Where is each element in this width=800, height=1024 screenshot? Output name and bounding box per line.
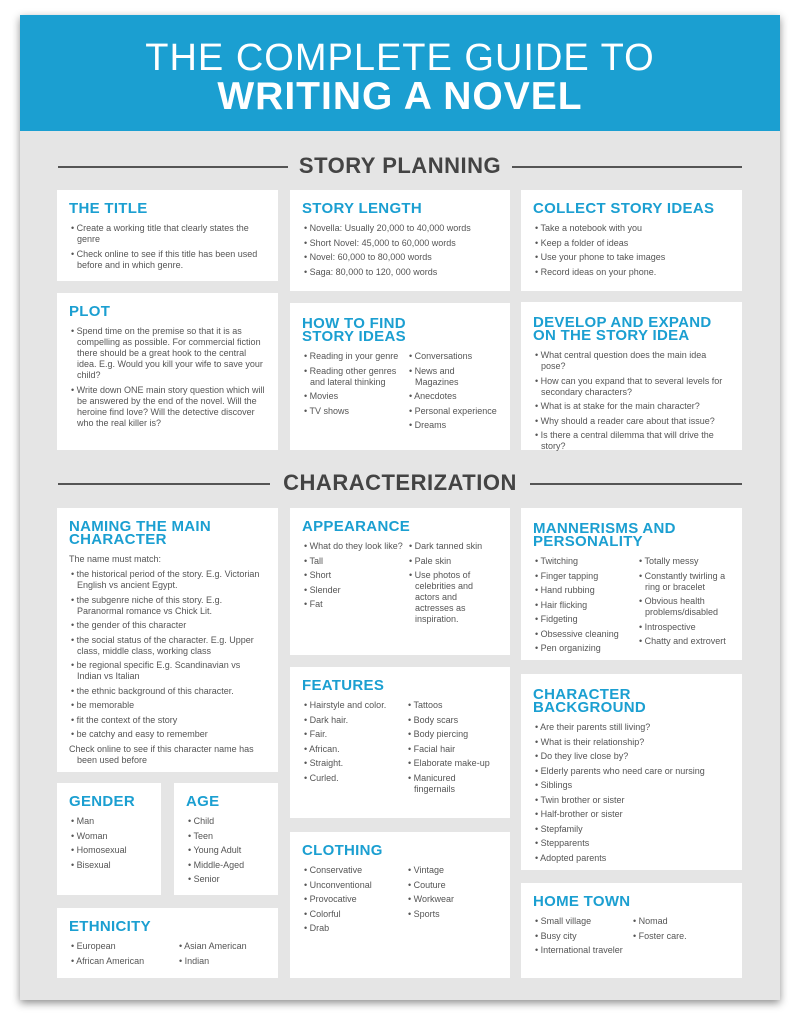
list-item: • Twin brother or sister xyxy=(533,795,730,806)
card-heading xyxy=(533,688,730,714)
list-item: • Tattoos xyxy=(406,700,498,711)
list-item: • the historical period of the story. E.g. Victorian English vs ancient Egypt. xyxy=(69,569,266,591)
card-columns xyxy=(69,816,149,874)
list-item: • Adopted parents xyxy=(533,853,730,864)
card-heading xyxy=(302,202,498,215)
card-columns xyxy=(69,223,266,274)
card-mannerisms-and-personality xyxy=(521,508,742,660)
list-item: • Twitching xyxy=(533,556,637,567)
card-column xyxy=(407,351,498,435)
list-item: • What do they look like? xyxy=(302,541,407,552)
card-column xyxy=(186,816,266,889)
card-columns xyxy=(533,916,730,960)
card-column xyxy=(631,916,730,960)
card-column xyxy=(69,569,266,744)
list-item: • Workwear xyxy=(406,894,498,905)
list-item: • TV shows xyxy=(302,406,407,417)
list-item: • Pen organizing xyxy=(533,643,637,654)
list-item: • the gender of this character xyxy=(69,620,266,631)
list-item: • Foster care. xyxy=(631,931,730,942)
card-column xyxy=(533,916,631,960)
list-item: • Keep a folder of ideas xyxy=(533,238,730,249)
list-item: • Take a notebook with you xyxy=(533,223,730,234)
card-column xyxy=(533,722,730,867)
card-heading xyxy=(69,520,266,546)
card-columns xyxy=(533,722,730,867)
section-heading: STORY PLANNING xyxy=(298,153,502,178)
list-item: • Drab xyxy=(302,923,406,934)
list-item: • Busy city xyxy=(533,931,631,942)
card-heading-line: MANNERISMS AND xyxy=(533,520,676,537)
card-columns xyxy=(302,865,498,938)
card-column xyxy=(302,541,407,629)
card-heading xyxy=(302,317,498,343)
card-column xyxy=(177,941,266,970)
list-item: • Young Adult xyxy=(186,845,266,856)
card-column xyxy=(637,556,730,658)
list-item: • Middle-Aged xyxy=(186,860,266,871)
list-item: • International traveler xyxy=(533,945,631,956)
list-item: • Stepparents xyxy=(533,838,730,849)
card-heading-line: APPEARANCE xyxy=(302,518,411,535)
card-column xyxy=(407,541,498,629)
list-item: • News and Magazines xyxy=(407,366,498,388)
card-heading-line: BACKGROUND xyxy=(533,699,646,716)
card-columns xyxy=(533,556,730,658)
card-heading-line: HOME TOWN xyxy=(533,893,631,910)
card-age xyxy=(174,783,278,895)
list-item: • fit the context of the story xyxy=(69,715,266,726)
card-column xyxy=(69,223,266,274)
card-heading-line: CLOTHING xyxy=(302,842,383,859)
title-line-2: WRITING A NOVEL xyxy=(217,75,583,118)
list-item: • Novella: Usually 20,000 to 40,000 words xyxy=(302,223,498,234)
list-item: • Chatty and extrovert xyxy=(637,636,730,647)
card-heading-line: CHARACTER xyxy=(69,531,167,548)
list-item: • Indian xyxy=(177,956,266,967)
list-item: • Dreams xyxy=(407,420,498,431)
list-item: • Straight. xyxy=(302,758,406,769)
card-heading xyxy=(533,895,730,908)
card-heading-line: ON THE STORY IDEA xyxy=(533,327,690,344)
card-columns xyxy=(302,351,498,435)
list-item: • Tall xyxy=(302,556,407,567)
list-item: • Anecdotes xyxy=(407,391,498,402)
list-item: • Constantly twirling a ring or bracelet xyxy=(637,571,730,593)
card-heading xyxy=(69,920,266,933)
list-item: • Bisexual xyxy=(69,860,149,871)
list-item: • Small village xyxy=(533,916,631,927)
card-columns xyxy=(302,700,498,798)
card-heading xyxy=(533,316,730,342)
list-item: • be memorable xyxy=(69,700,266,711)
card-heading xyxy=(186,795,266,808)
card-column xyxy=(302,223,498,281)
list-item: • the subgenre niche of this story. E.g. Paranormal romance vs Chick Lit. xyxy=(69,595,266,617)
list-item: • Novel: 60,000 to 80,000 words xyxy=(302,252,498,263)
card-heading xyxy=(533,202,730,215)
list-item: • Fat xyxy=(302,599,407,610)
list-item: • Spend time on the premise so that it is as compelling as possible. For commercial fiction there should be a great hook to the central idea. E.g. Would you kill your wife to save your child? xyxy=(69,326,266,381)
card-heading-line: CHARACTER xyxy=(533,686,631,703)
list-item: • Siblings xyxy=(533,780,730,791)
section-heading: CHARACTERIZATION xyxy=(283,470,517,495)
card-plot xyxy=(57,293,278,450)
card-columns xyxy=(302,541,498,629)
list-item: • Curled. xyxy=(302,773,406,784)
list-item: • Slender xyxy=(302,585,407,596)
list-item: • Why should a reader care about that issue? xyxy=(533,416,730,427)
card-heading xyxy=(302,679,498,692)
list-item: • be catchy and easy to remember xyxy=(69,729,266,740)
list-item: • the ethnic background of this character. xyxy=(69,686,266,697)
list-item: • Senior xyxy=(186,874,266,885)
card-column xyxy=(406,865,498,938)
list-item: • Dark hair. xyxy=(302,715,406,726)
card-clothing xyxy=(290,832,510,978)
card-intro: The name must match: xyxy=(69,554,162,564)
list-item: • Obvious health problems/disabled xyxy=(637,596,730,618)
card-heading-line: THE TITLE xyxy=(69,200,148,217)
list-item: • Write down ONE main story question which will be answered by the end of the novel. Will the heroine find love? Will the detective discover who the real killer is? xyxy=(69,385,266,429)
list-item: • Personal experience xyxy=(407,406,498,417)
list-item: • African. xyxy=(302,744,406,755)
list-item: • Introspective xyxy=(637,622,730,633)
card-columns xyxy=(186,816,266,889)
list-item: • be regional specific E.g. Scandinavian vs Indian vs Italian xyxy=(69,660,266,682)
card-note: Check online to see if this character name has been used before xyxy=(69,743,254,765)
card-the-title xyxy=(57,190,278,281)
list-item: • Woman xyxy=(69,831,149,842)
list-item: • Short Novel: 45,000 to 60,000 words xyxy=(302,238,498,249)
list-item: • Dark tanned skin xyxy=(407,541,498,552)
card-gender xyxy=(57,783,161,895)
list-item: • Sports xyxy=(406,909,498,920)
list-item: • Elaborate make-up xyxy=(406,758,498,769)
list-item: • How can you expand that to several levels for secondary characters? xyxy=(533,376,730,398)
card-heading-line: FEATURES xyxy=(302,677,385,694)
list-item: • Are their parents still living? xyxy=(533,722,730,733)
list-item: • Hair flicking xyxy=(533,600,637,611)
card-columns xyxy=(69,941,266,970)
card-heading-line: NAMING THE MAIN xyxy=(69,518,211,535)
list-item: • Half-brother or sister xyxy=(533,809,730,820)
card-heading xyxy=(302,844,498,857)
card-columns xyxy=(533,223,730,281)
list-item: • Body scars xyxy=(406,715,498,726)
card-heading-line: ETHNICITY xyxy=(69,918,151,935)
list-item: • Colorful xyxy=(302,909,406,920)
card-column xyxy=(533,556,637,658)
list-item: • What is at stake for the main character? xyxy=(533,401,730,412)
list-item: • Man xyxy=(69,816,149,827)
list-item: • Check online to see if this title has been used before and in which genre. xyxy=(69,249,266,271)
list-item: • Use your phone to take images xyxy=(533,252,730,263)
card-heading-line: PERSONALITY xyxy=(533,533,643,550)
list-item: • Conversations xyxy=(407,351,498,362)
card-columns xyxy=(69,569,266,744)
list-item: • Finger tapping xyxy=(533,571,637,582)
card-columns xyxy=(533,350,730,456)
list-item: • Do they live close by? xyxy=(533,751,730,762)
list-item: • Manicured fingernails xyxy=(406,773,498,795)
list-item: • Nomad xyxy=(631,916,730,927)
list-item: • Create a working title that clearly states the genre xyxy=(69,223,266,245)
title-line-1: THE COMPLETE GUIDE TO xyxy=(145,37,655,79)
list-item: • Use photos of celebrities and actors and actresses as inspiration. xyxy=(407,570,498,625)
card-column xyxy=(69,941,177,970)
list-item: • Provocative xyxy=(302,894,406,905)
card-ethnicity xyxy=(57,908,278,978)
list-item: • Saga: 80,000 to 120, 000 words xyxy=(302,267,498,278)
card-column xyxy=(69,326,266,432)
card-naming-the-main-character xyxy=(57,508,278,772)
card-heading xyxy=(69,795,149,808)
card-appearance xyxy=(290,508,510,655)
list-item: • Body piercing xyxy=(406,729,498,740)
list-item: • Obsessive cleaning xyxy=(533,629,637,640)
card-heading-line: HOW TO FIND xyxy=(302,315,406,332)
card-column xyxy=(302,351,407,435)
list-item: • Fidgeting xyxy=(533,614,637,625)
list-item: • Conservative xyxy=(302,865,406,876)
list-item: • Pale skin xyxy=(407,556,498,567)
list-item: • Elderly parents who need care or nursing xyxy=(533,766,730,777)
list-item: • Homosexual xyxy=(69,845,149,856)
card-heading xyxy=(302,520,498,533)
card-heading-line: STORY IDEAS xyxy=(302,328,406,345)
list-item: • Record ideas on your phone. xyxy=(533,267,730,278)
card-develop-and-expand xyxy=(521,302,742,450)
card-column xyxy=(302,865,406,938)
card-heading-line: COLLECT STORY IDEAS xyxy=(533,200,715,217)
card-heading-line: PLOT xyxy=(69,303,111,320)
card-collect-story-ideas xyxy=(521,190,742,291)
list-item: • Hand rubbing xyxy=(533,585,637,596)
list-item: • Movies xyxy=(302,391,407,402)
card-character-background xyxy=(521,674,742,870)
card-heading-line: GENDER xyxy=(69,793,135,810)
section-characterization xyxy=(58,468,742,498)
card-heading xyxy=(69,305,266,318)
list-item: • Asian American xyxy=(177,941,266,952)
card-how-to-find-story-ideas xyxy=(290,303,510,450)
list-item: • the social status of the character. E.g. Upper class, middle class, working class xyxy=(69,635,266,657)
section-story-planning xyxy=(58,151,742,181)
card-column xyxy=(406,700,498,798)
list-item: • Hairstyle and color. xyxy=(302,700,406,711)
list-item: • Couture xyxy=(406,880,498,891)
list-item: • What is their relationship? xyxy=(533,737,730,748)
card-heading-line: STORY LENGTH xyxy=(302,200,423,217)
card-heading xyxy=(69,202,266,215)
list-item: • Short xyxy=(302,570,407,581)
header-banner xyxy=(20,15,780,131)
card-columns xyxy=(69,326,266,432)
card-features xyxy=(290,667,510,818)
card-column xyxy=(533,223,730,281)
card-story-length xyxy=(290,190,510,291)
list-item: • Fair. xyxy=(302,729,406,740)
list-item: • Child xyxy=(186,816,266,827)
list-item: • Vintage xyxy=(406,865,498,876)
card-home-town xyxy=(521,883,742,978)
list-item: • Totally messy xyxy=(637,556,730,567)
card-column xyxy=(533,350,730,456)
card-heading-line: DEVELOP AND EXPAND xyxy=(533,314,712,331)
list-item: • Teen xyxy=(186,831,266,842)
list-item: • Facial hair xyxy=(406,744,498,755)
card-columns xyxy=(302,223,498,281)
list-item: • Unconventional xyxy=(302,880,406,891)
list-item: • African American xyxy=(69,956,177,967)
card-heading xyxy=(533,522,730,548)
card-column xyxy=(69,816,149,874)
card-column xyxy=(302,700,406,798)
list-item: • Reading in your genre xyxy=(302,351,407,362)
list-item: • European xyxy=(69,941,177,952)
list-item: • Is there a central dilemma that will drive the story? xyxy=(533,430,730,452)
list-item: • Reading other genres and lateral thinking xyxy=(302,366,407,388)
list-item: • What central question does the main idea pose? xyxy=(533,350,730,372)
card-heading-line: AGE xyxy=(186,793,220,810)
list-item: • Stepfamily xyxy=(533,824,730,835)
